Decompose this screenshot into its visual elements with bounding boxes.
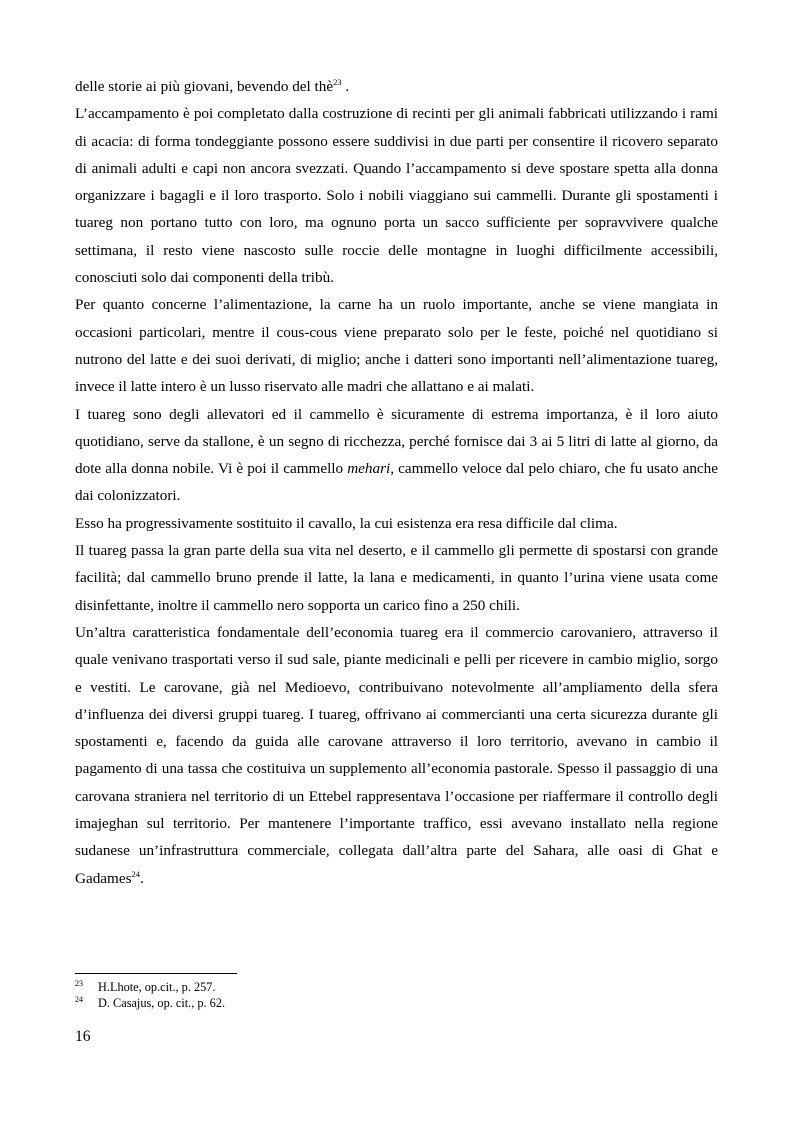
paragraph-2: L’accampamento è poi completato dalla costruzione di recinti per gli animali fabbricati utilizzando i rami di acacia: di forma tondeggiante possono essere suddivisi in due parti per consentire il ricovero separato di animali adulti e capi non ancora svezzati. Quando l’accampamento si deve spostare spetta alla donna organizzare i bagagli e il loro trasporto. Solo i nobili viaggiano sui cammelli. Durante gli spostamenti i tuareg non portano tutto con loro, ma ognuno porta un sacco sufficiente per sopravvivere qualche settimana, il resto viene nascosto sulle roccie delle montagne in luoghi difficilmente accessibili, conosciuti solo dai componenti della tribù. xyxy=(75,105,718,287)
footnotes xyxy=(75,979,718,1011)
footnote-23 xyxy=(75,979,718,995)
footnote-text: H.Lhote, op.cit., p. 257. xyxy=(98,980,216,994)
footnote-divider xyxy=(75,973,237,974)
paragraph-1: delle storie ai più giovani, bevendo del thè$^{23}$ . xyxy=(75,77,350,95)
page-number: 16 xyxy=(75,1028,91,1045)
footnote-24 xyxy=(75,995,718,1011)
footnote-ref-23[interactable]: 23 xyxy=(333,77,342,87)
footnote-number: 23 xyxy=(75,979,83,988)
paragraph-5: Esso ha progressivamente sostituito il cavallo, la cui esistenza era resa difficile dal clima. xyxy=(75,514,618,532)
paragraph-7: Un’altra caratteristica fondamentale dell’economia tuareg era il commercio carovaniero, attraverso il quale venivano trasportati verso il sud sale, piante medicinali e pelli per ricevere in cambio miglio, sorgo e vestiti. Le carovane, già nel Medioevo, contribuivano notevolmente all’ampliamento della sfera d’influenza dei diversi gruppi tuareg. I tuareg, offrivano ai commercianti una certa sicurezza durante gli spostamenti e, facendo da guida alle carovane attraverso il loro territorio, avevano in cambio il pagamento di una tassa che costituiva un supplemento all’economia pastorale. Spesso il passaggio di una carovana straniera nel territorio di un Ettebel rappresentava l’occasione per riaffermare il controllo degli imajeghan sul territorio. Per mantenere l’importante traffico, essi avevano installato nella regione sudanese un’infrastruttura commerciale, collegata dall’altra parte del Sahara, alle oasi di Ghat e Gadames$^{24}$. xyxy=(75,623,718,887)
paragraph-4: I tuareg sono degli allevatori ed il cammello è sicuramente di estrema importanza, è il loro aiuto quotidiano, serve da stallone, è un segno di ricchezza, perché fornisce dai 3 ai 5 litri di latte al giorno, da dote alla donna nobile. Vi è poi il cammello mehari, cammello veloce dal pelo chiaro, che fu usato anche dai colonizzatori. xyxy=(75,405,718,505)
paragraph-6: Il tuareg passa la gran parte della sua vita nel deserto, e il cammello gli permette di spostarsi con grande facilità; dal cammello bruno prende il latte, la lana e medicamenti, in quanto l’urina viene usata come disinfettante, inoltre il cammello nero sopporta un carico fino a 250 chili. xyxy=(75,542,718,614)
footnote-text: D. Casajus, op. cit., p. 62. xyxy=(98,996,226,1010)
body-text xyxy=(75,73,718,892)
paragraph-3: Per quanto concerne l’alimentazione, la carne ha un ruolo importante, anche se viene mangiata in occasioni particolari, mentre il cous-cous viene preparato solo per le feste, poiché nel quotidiano si nutrono del latte e dei suoi derivati, di miglio; anche i datteri sono importanti nell’alimentazione tuareg, invece il latte intero è un lusso riservato alle madri che allattano e ai malati. xyxy=(75,296,718,396)
term-mehari: mehari xyxy=(347,460,391,478)
footnote-number: 24 xyxy=(75,995,83,1004)
footnote-ref-24[interactable]: 24 xyxy=(131,868,141,879)
